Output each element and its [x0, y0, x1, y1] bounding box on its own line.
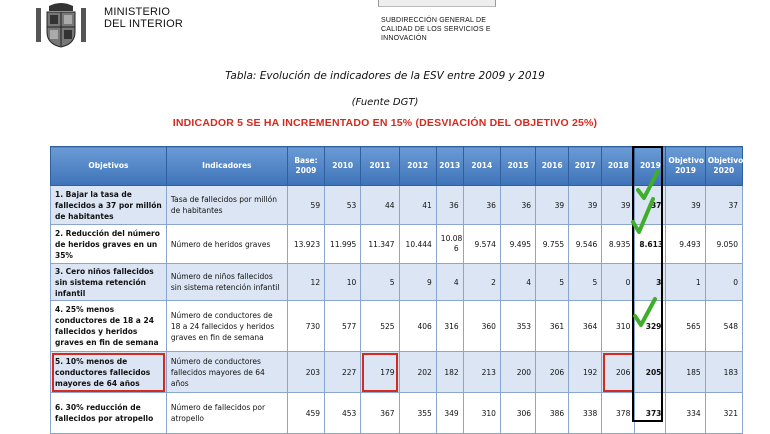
value-cell: 59	[287, 186, 324, 225]
value-cell-2019: 37	[635, 186, 666, 225]
header-bar	[378, 0, 496, 7]
value-cell: 10	[325, 264, 361, 301]
value-cell-2019: 3	[635, 264, 666, 301]
col-2015: 2015	[500, 147, 535, 186]
value-cell: 321	[705, 393, 742, 434]
value-cell: 4	[436, 264, 463, 301]
value-cell: 36	[463, 186, 500, 225]
value-cell: 9.050	[705, 225, 742, 264]
value-cell: 1	[666, 264, 705, 301]
header-row	[51, 147, 743, 186]
value-cell: 192	[569, 352, 602, 393]
col-2011: 2011	[361, 147, 399, 186]
value-cell: 11.995	[325, 225, 361, 264]
table-row	[51, 393, 743, 434]
value-cell-2019: 8.613	[635, 225, 666, 264]
value-cell: 353	[500, 301, 535, 352]
value-cell: 310	[602, 301, 635, 352]
value-cell: 12	[287, 264, 324, 301]
indicador-cell: Tasa de fallecidos por millón de habitantes	[166, 186, 287, 225]
table-caption: Tabla: Evolución de indicadores de la ESV entre 2009 y 2019	[225, 70, 545, 82]
value-cell: 11.347	[361, 225, 399, 264]
value-cell: 13.923	[287, 225, 324, 264]
indicators-table	[50, 146, 743, 434]
value-cell: 525	[361, 301, 399, 352]
value-cell: 227	[325, 352, 361, 393]
value-cell: 338	[569, 393, 602, 434]
col-2012: 2012	[399, 147, 436, 186]
ministry-name: MINISTERIO DEL INTERIOR	[104, 6, 184, 30]
subdirection-header	[372, 0, 502, 43]
indicador-cell: Número de heridos graves	[166, 225, 287, 264]
table-row	[51, 225, 743, 264]
value-cell: 9.546	[569, 225, 602, 264]
indicador-cell: Número de conductores de 18 a 24 fallecidos y heridos graves en fin de semana	[166, 301, 287, 352]
indicador-cell: Número de niños fallecidos sin sistema retención infantil	[166, 264, 287, 301]
value-cell: 183	[705, 352, 742, 393]
value-cell: 310	[463, 393, 500, 434]
value-cell: 206	[536, 352, 569, 393]
value-cell-2019: 329	[635, 301, 666, 352]
value-cell: 0	[602, 264, 635, 301]
objetivo-cell: 6. 30% reducción de fallecidos por atropello	[51, 393, 167, 434]
value-cell: 9	[399, 264, 436, 301]
value-cell: 182	[436, 352, 463, 393]
value-cell: 9.574	[463, 225, 500, 264]
table-source: (Fuente DGT)	[351, 97, 419, 108]
value-cell-2019: 373	[635, 393, 666, 434]
objetivo-cell: 4. 25% menos conductores de 18 a 24 fallecidos y heridos graves en fin de semana	[51, 301, 167, 352]
col-2013: 2013	[436, 147, 463, 186]
value-cell: 10.444	[399, 225, 436, 264]
value-cell: 453	[325, 393, 361, 434]
value-cell: 360	[463, 301, 500, 352]
value-cell: 10.08 6	[436, 225, 463, 264]
table-row	[51, 264, 743, 301]
value-cell: 39	[602, 186, 635, 225]
value-cell: 9.755	[536, 225, 569, 264]
col-obj-2020: Objetivo 2020	[705, 147, 742, 186]
indicador-cell: Número de conductores fallecidos mayores de 64 años	[166, 352, 287, 393]
value-cell: 36	[436, 186, 463, 225]
value-cell: 41	[399, 186, 436, 225]
col-2018: 2018	[602, 147, 635, 186]
value-cell: 306	[500, 393, 535, 434]
value-cell: 367	[361, 393, 399, 434]
value-cell: 316	[436, 301, 463, 352]
value-cell: 39	[666, 186, 705, 225]
value-cell: 8.935	[602, 225, 635, 264]
value-cell: 4	[500, 264, 535, 301]
value-cell: 39	[569, 186, 602, 225]
indicador-cell: Número de fallecidos por atropello	[166, 393, 287, 434]
objetivo-cell: 3. Cero niños fallecidos sin sistema retención infantil	[51, 264, 167, 301]
value-cell: 548	[705, 301, 742, 352]
value-cell-highlighted: 206	[602, 352, 635, 393]
value-cell-highlighted: 179	[361, 352, 399, 393]
value-cell: 349	[436, 393, 463, 434]
col-objetivos: Objetivos	[51, 147, 167, 186]
value-cell: 202	[399, 352, 436, 393]
ministry-header	[34, 2, 183, 48]
value-cell: 9.495	[500, 225, 535, 264]
value-cell: 53	[325, 186, 361, 225]
value-cell: 39	[536, 186, 569, 225]
value-cell: 364	[569, 301, 602, 352]
value-cell: 44	[361, 186, 399, 225]
value-cell: 386	[536, 393, 569, 434]
crest-icon	[34, 2, 88, 48]
table-row	[51, 186, 743, 225]
value-cell: 361	[536, 301, 569, 352]
value-cell: 0	[705, 264, 742, 301]
value-cell: 36	[500, 186, 535, 225]
objetivo-cell: 2. Reducción del número de heridos graves en un 35%	[51, 225, 167, 264]
value-cell: 730	[287, 301, 324, 352]
value-cell: 185	[666, 352, 705, 393]
value-cell: 5	[536, 264, 569, 301]
objetivo-cell-highlighted: 5. 10% menos de conductores fallecidos mayores de 64 años	[51, 352, 167, 393]
value-cell: 9.493	[666, 225, 705, 264]
value-cell: 459	[287, 393, 324, 434]
value-cell: 334	[666, 393, 705, 434]
value-cell: 200	[500, 352, 535, 393]
value-cell: 5	[361, 264, 399, 301]
value-cell: 37	[705, 186, 742, 225]
table-row-highlighted	[51, 352, 743, 393]
col-obj-2019: Objetivo 2019	[666, 147, 705, 186]
col-2016: 2016	[536, 147, 569, 186]
headline: INDICADOR 5 SE HA INCREMENTADO EN 15% (DESVIACIÓN DEL OBJETIVO 25%)	[172, 117, 598, 129]
col-2010: 2010	[325, 147, 361, 186]
value-cell-2019: 205	[635, 352, 666, 393]
value-cell: 577	[325, 301, 361, 352]
value-cell: 2	[463, 264, 500, 301]
subdirection-name: SUBDIRECCIÓN GENERAL DE CALIDAD DE LOS SERVICIOS E INNOVACIÓN	[381, 17, 491, 42]
value-cell: 5	[569, 264, 602, 301]
objetivo-cell: 1. Bajar la tasa de fallecidos a 37 por millón de habitantes	[51, 186, 167, 225]
value-cell: 378	[602, 393, 635, 434]
value-cell: 406	[399, 301, 436, 352]
table-row	[51, 301, 743, 352]
col-base: Base: 2009	[287, 147, 324, 186]
value-cell: 565	[666, 301, 705, 352]
col-indicadores: Indicadores	[166, 147, 287, 186]
col-2017: 2017	[569, 147, 602, 186]
col-2014: 2014	[463, 147, 500, 186]
value-cell: 203	[287, 352, 324, 393]
value-cell: 213	[463, 352, 500, 393]
value-cell: 355	[399, 393, 436, 434]
col-2019: 2019	[635, 147, 666, 186]
